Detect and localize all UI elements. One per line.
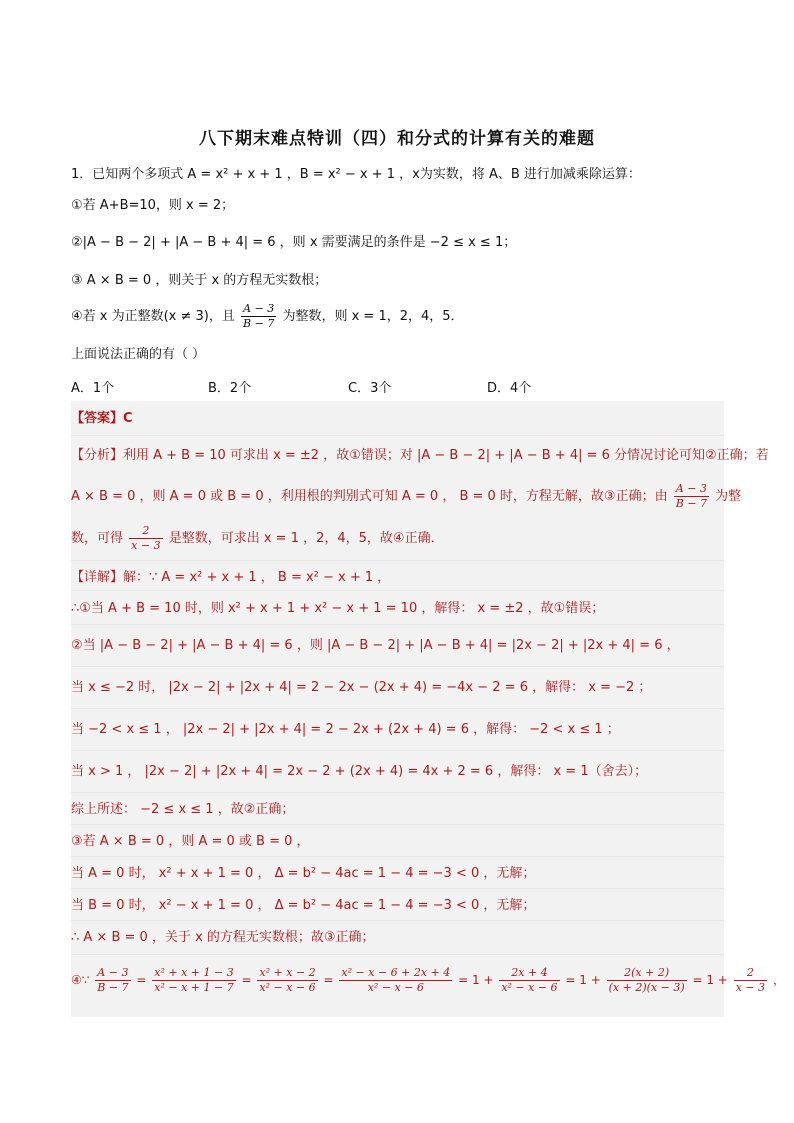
fraction-numerator: 2x + 4 bbox=[499, 966, 559, 981]
equals-sign: = bbox=[565, 973, 576, 987]
detail-line-8: ③若 A × B = 0 ，则 A = 0 或 B = 0 ， bbox=[71, 834, 310, 849]
divider bbox=[71, 824, 724, 825]
trailing-comma: ， bbox=[772, 973, 785, 987]
option-c[interactable]: C．3个 bbox=[348, 381, 392, 396]
one-plus: 1 + bbox=[579, 973, 601, 987]
divider bbox=[71, 954, 724, 955]
divider bbox=[71, 666, 724, 667]
fraction-denominator: (x + 2)(x − 3) bbox=[608, 981, 685, 994]
option-a[interactable]: A．1个 bbox=[71, 381, 115, 396]
analysis-2-pre: A × B = 0 ，则 A = 0 或 B = 0 ，利用根的判别式可知 A = 0 ， B = 0 时，方程无解，故③正确；由 bbox=[71, 489, 668, 504]
analysis-3-fraction bbox=[129, 524, 162, 553]
detail-line-4: 当 x ≤ −2 时， |2x − 2| + |2x + 4| = 2 − 2x − (2x + 4) = −4x − 2 = 6 ，解得： x = −2 ； bbox=[71, 680, 652, 695]
detail-line-12 bbox=[71, 966, 785, 995]
fraction-numerator: x² − x − 6 + 2x + 4 bbox=[341, 966, 451, 979]
equals-sign: = bbox=[458, 973, 469, 987]
analysis-line-1: 【分析】利用 A + B = 10 可求出 x = ±2 ，故①错误；对 |A − B − 2| + |A − B + 4| = 6 分情况讨论可知②正确；若 bbox=[71, 448, 769, 463]
fraction-denominator: x − 3 bbox=[735, 981, 766, 994]
statement-4-fraction bbox=[241, 302, 276, 331]
fraction-numerator: A − 3 bbox=[241, 302, 276, 317]
statement-4 bbox=[71, 302, 464, 331]
analysis-line-2 bbox=[71, 482, 741, 511]
fraction-denominator: x² − x − 6 bbox=[501, 981, 558, 994]
analysis-line-3 bbox=[71, 524, 444, 553]
detail-line-6: 当 x > 1 ， |2x − 2| + |2x + 4| = 2x − 2 + (2x + 4) = 4x + 2 = 6 ，解得： x = 1（舍去）； bbox=[71, 764, 648, 779]
analysis-3-pre: 数，可得 bbox=[71, 531, 124, 546]
page-title: 八下期末难点特训（四）和分式的计算有关的难题 bbox=[199, 129, 595, 149]
detail-line-2: ∴①当 A + B = 10 时，则 x² + x + 1 + x² − x + 1 = 10 ，解得： x = ±2 ，故①错误； bbox=[71, 601, 605, 616]
option-b[interactable]: B．2个 bbox=[208, 381, 252, 396]
fraction-denominator: B − 7 bbox=[675, 497, 708, 510]
chain-fraction-6 bbox=[607, 966, 687, 995]
one-plus: 1 + bbox=[471, 973, 494, 987]
fraction-denominator: B − 7 bbox=[97, 981, 129, 994]
question-ask: 上面说法正确的有（ ） bbox=[71, 347, 206, 362]
detail-line-5: 当 −2 < x ≤ 1 ， |2x − 2| + |2x + 4| = 2 − 2x + (2x + 4) = 6 ，解得： −2 < x ≤ 1 ； bbox=[71, 722, 620, 737]
fraction-numerator: A − 3 bbox=[95, 966, 130, 981]
option-d[interactable]: D．4个 bbox=[487, 381, 532, 396]
divider bbox=[71, 888, 724, 889]
detail-line-3: ②当 |A − B − 2| + |A − B + 4| = 6 ，则 |A − B − 2| + |A − B + 4| = |2x − 2| + |2x + 4| = 6 ， bbox=[71, 638, 680, 653]
fraction-denominator: x² − x + 1 − 7 bbox=[154, 981, 234, 994]
divider bbox=[71, 856, 724, 857]
divider bbox=[71, 590, 724, 591]
statement-2: ②|A − B − 2| + |A − B + 4| = 6 ，则 x 需要满足的条件是 −2 ≤ x ≤ 1； bbox=[71, 235, 517, 250]
fraction-numerator: A − 3 bbox=[674, 482, 709, 497]
fraction-numerator: x² + x + 1 − 3 bbox=[154, 966, 234, 979]
divider bbox=[71, 792, 724, 793]
analysis-2-post: 为整 bbox=[715, 489, 742, 504]
detail-line-1: 【详解】解：∵ A = x² + x + 1 ， B = x² − x + 1 ， bbox=[71, 570, 391, 585]
analysis-3-post: 是整数，可求出 x = 1 ，2，4，5，故④正确． bbox=[168, 531, 444, 546]
fraction-numerator: 2 bbox=[129, 524, 162, 539]
divider bbox=[71, 435, 724, 436]
statement-4-post: 为整数，则 x = 1，2，4，5． bbox=[282, 309, 464, 324]
equals-sign: = bbox=[323, 973, 334, 987]
detail-12-pre: ④∵ bbox=[71, 973, 90, 987]
statement-1: ①若 A+B=10，则 x = 2； bbox=[71, 198, 235, 213]
equals-sign: = bbox=[241, 973, 252, 987]
analysis-2-fraction bbox=[674, 482, 709, 511]
fraction-denominator: x² − x − 6 bbox=[259, 981, 316, 994]
question-stem: 1．已知两个多项式 A = x² + x + 1 ，B = x² − x + 1 ，x为实数，将 A、B 进行加减乘除运算： bbox=[71, 167, 641, 182]
equals-sign: = bbox=[692, 973, 703, 987]
fraction-denominator: B − 7 bbox=[243, 317, 275, 330]
chain-fraction-2 bbox=[152, 966, 235, 995]
chain-fraction-1 bbox=[95, 966, 130, 995]
fraction-denominator: x² − x − 6 bbox=[367, 981, 424, 994]
fraction-numerator: 2(x + 2) bbox=[607, 966, 687, 981]
chain-fraction-7 bbox=[734, 966, 767, 995]
divider bbox=[71, 920, 724, 921]
chain-fraction-4 bbox=[339, 966, 452, 995]
statement-3: ③ A × B = 0 ，则关于 x 的方程无实数根； bbox=[71, 273, 328, 288]
detail-line-7: 综上所述： −2 ≤ x ≤ 1 ，故②正确； bbox=[71, 802, 295, 817]
divider bbox=[71, 624, 724, 625]
chain-fraction-3 bbox=[257, 966, 317, 995]
fraction-numerator: x² + x − 2 bbox=[259, 966, 316, 979]
detail-line-10: 当 B = 0 时， x² − x + 1 = 0 ， Δ = b² − 4ac = 1 − 4 = −3 < 0 ，无解； bbox=[71, 898, 536, 913]
divider bbox=[71, 750, 724, 751]
detail-line-11: ∴ A × B = 0 ，关于 x 的方程无实数根；故③正确； bbox=[71, 930, 375, 945]
divider bbox=[71, 560, 724, 561]
divider bbox=[71, 708, 724, 709]
answer-label: 【答案】C bbox=[71, 411, 133, 426]
fraction-denominator: x − 3 bbox=[131, 539, 161, 552]
detail-line-9: 当 A = 0 时， x² + x + 1 = 0 ， Δ = b² − 4ac = 1 − 4 = −3 < 0 ，无解； bbox=[71, 866, 536, 881]
equals-sign: = bbox=[136, 973, 147, 987]
chain-fraction-5 bbox=[499, 966, 559, 995]
statement-4-pre: ④若 x 为正整数(x ≠ 3)，且 bbox=[71, 309, 235, 324]
fraction-numerator: 2 bbox=[734, 966, 767, 981]
one-plus: 1 + bbox=[706, 973, 728, 987]
